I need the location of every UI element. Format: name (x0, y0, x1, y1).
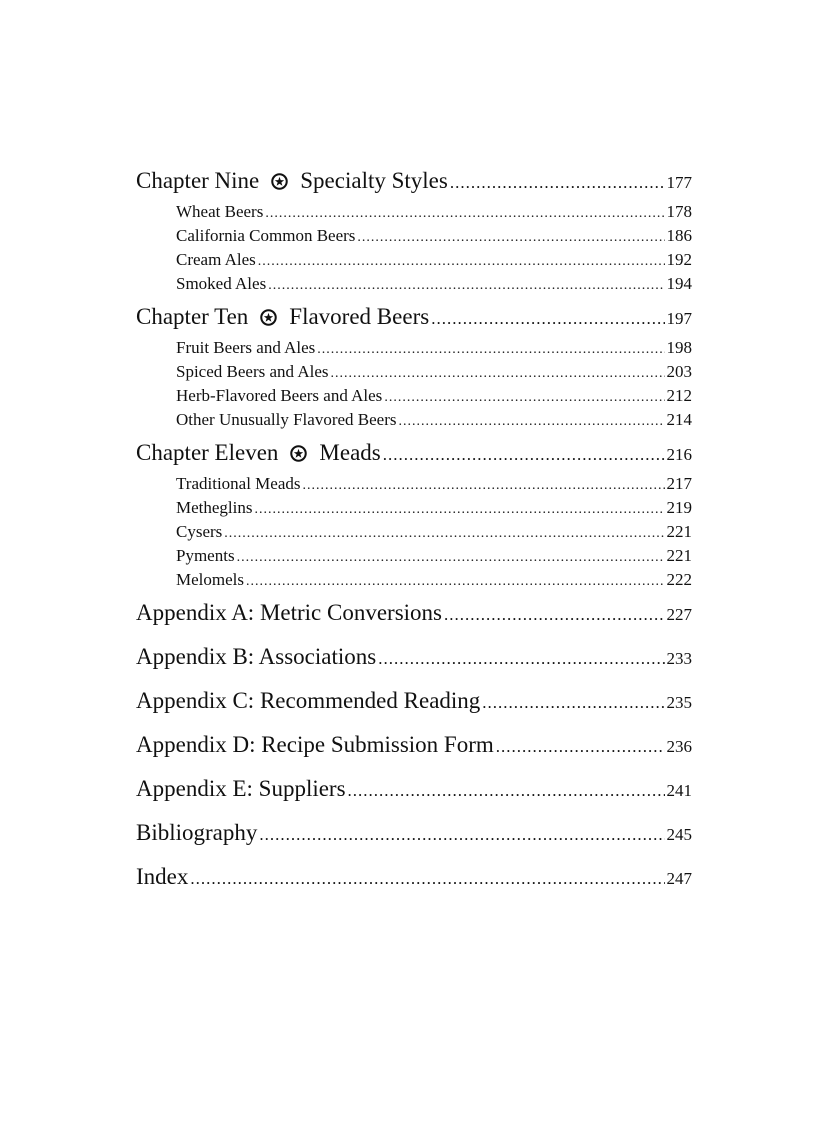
dot-leader (246, 574, 665, 590)
page-number: 236 (666, 737, 692, 756)
page-number: 245 (666, 825, 692, 844)
chapter-topic: Meads (319, 440, 381, 465)
section-entry[interactable] (136, 362, 692, 386)
appendix-entry[interactable] (136, 644, 692, 688)
section-title: Melomels (176, 570, 244, 589)
page-number: 219 (666, 498, 692, 517)
page-number: 221 (666, 546, 692, 565)
page-number: 197 (666, 309, 692, 328)
dot-leader (259, 825, 664, 845)
chapter-entry[interactable] (136, 168, 692, 202)
dot-leader (258, 254, 665, 270)
section-entry[interactable] (136, 338, 692, 362)
dot-leader (431, 309, 664, 329)
section-title: Herb-Flavored Beers and Ales (176, 386, 383, 405)
dot-leader (450, 173, 665, 193)
section-entry[interactable] (136, 250, 692, 274)
page-number: 192 (666, 250, 692, 269)
section-title: Spiced Beers and Ales (176, 362, 329, 381)
section-title: Fruit Beers and Ales (176, 338, 316, 357)
page-number: 235 (666, 693, 692, 712)
appendix-entry[interactable] (136, 732, 692, 776)
flower-ornament-icon (290, 445, 307, 462)
dot-leader (303, 478, 665, 494)
dot-leader (255, 502, 665, 518)
section-entry[interactable] (136, 410, 692, 434)
chapter-label: Chapter Eleven (136, 440, 279, 465)
flower-ornament-icon (260, 309, 277, 326)
bibliography-entry[interactable] (136, 820, 692, 864)
page-number: 217 (666, 474, 692, 493)
section-title: Cream Ales (176, 250, 256, 269)
dot-leader (190, 869, 664, 889)
section-entry[interactable] (136, 202, 692, 226)
section-title: Smoked Ales (176, 274, 267, 293)
flower-ornament-icon (271, 173, 288, 190)
dot-leader (268, 278, 664, 294)
appendix-entry[interactable] (136, 600, 692, 644)
index-entry[interactable] (136, 864, 692, 908)
page-number: 178 (666, 202, 692, 221)
page-number: 233 (666, 649, 692, 668)
section-title: Traditional Meads (176, 474, 301, 493)
dot-leader (237, 550, 665, 566)
dot-leader (357, 230, 664, 246)
chapter-label: Chapter Nine (136, 168, 260, 193)
chapter-topic: Specialty Styles (300, 168, 448, 193)
table-of-contents (136, 168, 692, 908)
chapter-group (136, 304, 692, 434)
page-number: 216 (666, 445, 692, 464)
appendix-title: Appendix D: Recipe Submission Form (136, 732, 494, 757)
page-number: 247 (666, 869, 692, 888)
page-number: 194 (666, 274, 692, 293)
chapter-topic: Flavored Beers (289, 304, 430, 329)
dot-leader (482, 693, 664, 713)
dot-leader (378, 649, 664, 669)
section-entry[interactable] (136, 274, 692, 298)
dot-leader (384, 390, 664, 406)
section-title: Other Unusually Flavored Beers (176, 410, 397, 429)
section-title: Cysers (176, 522, 223, 541)
bibliography-title: Bibliography (136, 820, 258, 845)
section-title: California Common Beers (176, 226, 356, 245)
chapter-entry[interactable] (136, 440, 692, 474)
section-entry[interactable] (136, 226, 692, 250)
appendix-entry[interactable] (136, 776, 692, 820)
dot-leader (265, 206, 664, 222)
appendix-entry[interactable] (136, 688, 692, 732)
dot-leader (383, 445, 665, 465)
appendix-title: Appendix B: Associations (136, 644, 377, 669)
dot-leader (331, 366, 665, 382)
page-number: 241 (666, 781, 692, 800)
page-number: 221 (666, 522, 692, 541)
section-title: Pyments (176, 546, 235, 565)
page-number: 177 (666, 173, 692, 192)
chapter-label: Chapter Ten (136, 304, 249, 329)
section-title: Wheat Beers (176, 202, 264, 221)
page-number: 186 (666, 226, 692, 245)
dot-leader (317, 342, 664, 358)
section-entry[interactable] (136, 474, 692, 498)
dot-leader (398, 414, 664, 430)
section-entry[interactable] (136, 522, 692, 546)
page-number: 227 (666, 605, 692, 624)
page-number: 222 (666, 570, 692, 589)
dot-leader (224, 526, 664, 542)
section-entry[interactable] (136, 498, 692, 522)
chapter-group (136, 168, 692, 298)
page-number: 214 (666, 410, 692, 429)
dot-leader (444, 605, 665, 625)
dot-leader (348, 781, 665, 801)
chapter-group (136, 440, 692, 594)
page-number: 198 (666, 338, 692, 357)
page-number: 212 (666, 386, 692, 405)
index-title: Index (136, 864, 189, 889)
appendix-title: Appendix E: Suppliers (136, 776, 346, 801)
appendix-title: Appendix C: Recommended Reading (136, 688, 481, 713)
section-title: Metheglins (176, 498, 253, 517)
chapter-entry[interactable] (136, 304, 692, 338)
page-number: 203 (666, 362, 692, 381)
section-entry[interactable] (136, 546, 692, 570)
dot-leader (496, 737, 665, 757)
appendix-title: Appendix A: Metric Conversions (136, 600, 442, 625)
section-entry[interactable] (136, 386, 692, 410)
section-entry[interactable] (136, 570, 692, 594)
